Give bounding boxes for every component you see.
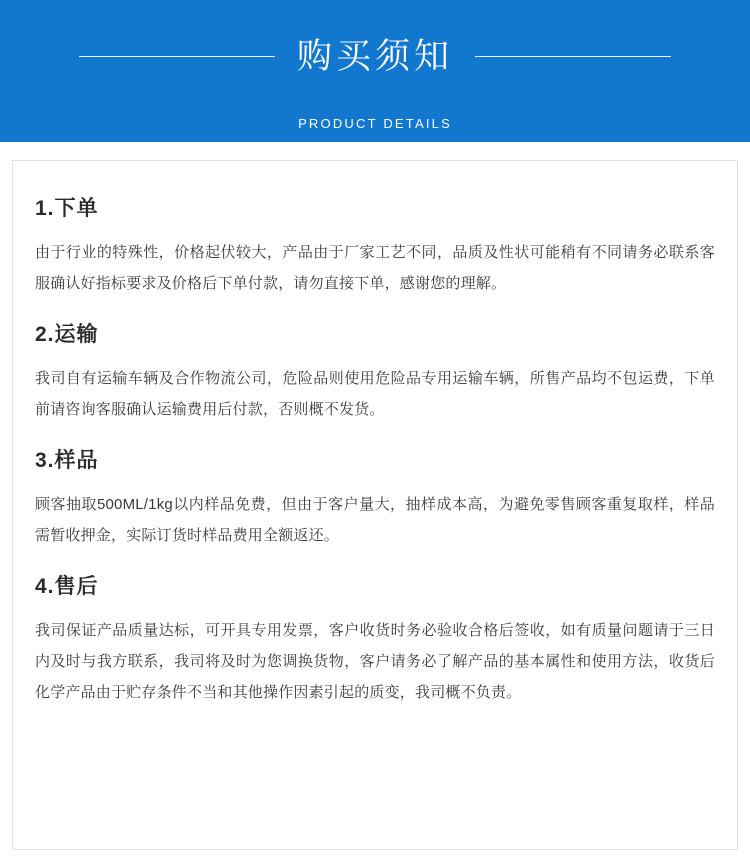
section-title: 3.样品 [35,449,99,472]
notice-section-samples [35,447,715,551]
page-banner [0,0,750,142]
page-subtitle: PRODUCT DETAILS [298,115,452,131]
section-body: 我司保证产品质量达标，可开具专用发票，客户收货时务必验收合格后签收，如有质量问题请于三日内及时与我方联系，我司将及时为您调换货物，客户请务必了解产品的基本属性和使用方法，收货后化学产品由于贮存条件不当和其他操作因素引起的质变，我司概不负责。 [35,622,715,701]
notice-section-shipping [35,321,715,425]
section-title: 1.下单 [35,197,99,220]
notice-card [12,160,738,850]
banner-title-row [0,11,750,102]
section-title: 4.售后 [35,575,99,598]
section-body: 我司自有运输车辆及合作物流公司，危险品则使用危险品专用运输车辆，所售产品均不包运费，下单前请咨询客服确认运输费用后付款，否则概不发货。 [35,370,715,418]
notice-section-order [35,195,715,299]
section-title: 2.运输 [35,323,99,346]
section-body: 顾客抽取500ML/1kg以内样品免费，但由于客户量大，抽样成本高，为避免零售顾客重复取样，样品需暂收押金，实际订货时样品费用全额返还。 [35,496,715,544]
page-title: 购买须知 [296,36,453,76]
banner-rule-right [475,56,671,57]
section-body: 由于行业的特殊性，价格起伏较大，产品由于厂家工艺不同，品质及性状可能稍有不同请务必联系客服确认好指标要求及价格后下单付款，请勿直接下单，感谢您的理解。 [35,244,715,292]
notice-section-aftersales [35,573,715,708]
banner-rule-left [79,56,275,57]
